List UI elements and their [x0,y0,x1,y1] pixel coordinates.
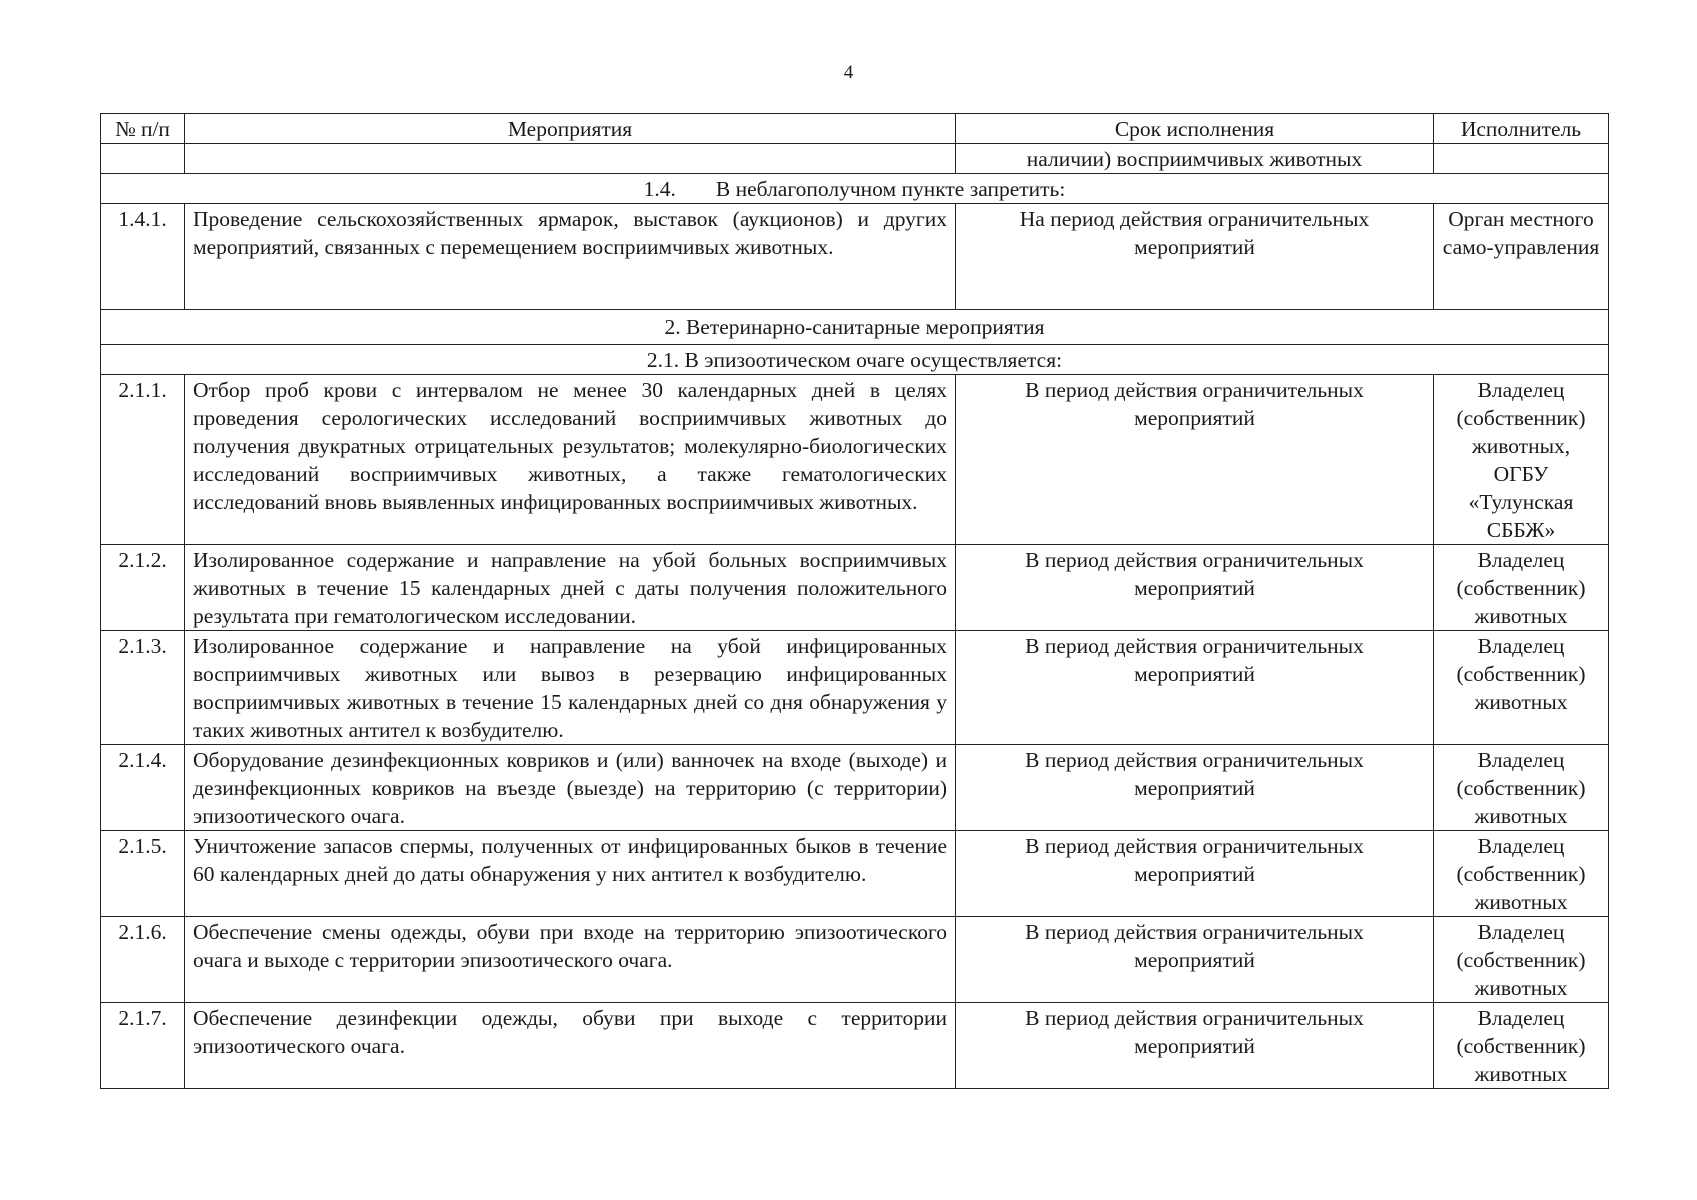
table-header-row [101,114,1609,144]
table-row [101,745,1609,831]
row-executor: Владелец (собственник) животных [1434,631,1609,745]
row-deadline: На период действия ограничительных мероприятий [956,204,1434,310]
row-number: 2.1.6. [101,917,185,1003]
row-number: 2.1.7. [101,1003,185,1089]
row-deadline: В период действия ограничительных мероприятий [956,375,1434,545]
table-row [101,917,1609,1003]
row-number: 1.4.1. [101,204,185,310]
row-deadline: В период действия ограничительных мероприятий [956,831,1434,917]
measures-table [100,113,1609,1089]
row-number: 2.1.4. [101,745,185,831]
table-row [101,1003,1609,1089]
row-executor: Орган местного само-управления [1434,204,1609,310]
row-deadline: В период действия ограничительных мероприятий [956,1003,1434,1089]
table-row [101,545,1609,631]
row-activity: Обеспечение смены одежды, обуви при входе на территорию эпизоотического очага и выходе с территории эпизоотического очага. [185,917,956,1003]
row-activity: Изолированное содержание и направление на убой инфицированных восприимчивых животных или вывоз в резервацию инфицированных восприимчивых животных в течение 15 календарных дней со дня обнаружения у таких животных антител к возбудителю. [185,631,956,745]
page-number: 4 [843,62,854,83]
row-number: 2.1.2. [101,545,185,631]
subsection-1-4 [101,174,1609,204]
row-number: 2.1.5. [101,831,185,917]
subsection-2-1-title: 2.1. В эпизоотическом очаге осуществляется: [101,345,1609,375]
header-deadline: Срок исполнения [956,114,1434,144]
header-executor: Исполнитель [1434,114,1609,144]
row-activity: Обеспечение дезинфекции одежды, обуви при выходе с территории эпизоотического очага. [185,1003,956,1089]
row-executor: Владелец (собственник) животных [1434,545,1609,631]
row-number: 2.1.3. [101,631,185,745]
row-activity: Изолированное содержание и направление на убой больных восприимчивых животных в течение 15 календарных дней с даты получения положительного результата при гематологическом исследовании. [185,545,956,631]
row-executor: Владелец (собственник) животных [1434,917,1609,1003]
subsection-1-4-title: В неблагополучном пункте запретить: [715,177,1066,201]
section-2-row [101,310,1609,345]
header-number: № п/п [101,114,185,144]
row-deadline: В период действия ограничительных мероприятий [956,917,1434,1003]
table-row [101,631,1609,745]
subsection-2-1-row [101,345,1609,375]
row-activity: Оборудование дезинфекционных ковриков и (или) ванночек на входе (выходе) и дезинфекционных ковриков на въезде (выезде) на территорию (с территории) эпизоотического очага. [185,745,956,831]
table-row [101,204,1609,310]
row-deadline: В период действия ограничительных мероприятий [956,631,1434,745]
row-deadline: В период действия ограничительных мероприятий [956,745,1434,831]
row-executor: Владелец (собственник) животных, ОГБУ «Тулунская СББЖ» [1434,375,1609,545]
header-activity: Мероприятия [185,114,956,144]
row-deadline: В период действия ограничительных мероприятий [956,545,1434,631]
section-2-title: 2. Ветеринарно-санитарные мероприятия [101,310,1609,345]
row-executor: Владелец (собственник) животных [1434,1003,1609,1089]
continuation-row [101,144,1609,174]
continuation-text: наличии) восприимчивых животных [956,144,1434,174]
subsection-1-4-row [101,174,1609,204]
row-activity: Проведение сельскохозяйственных ярмарок, выставок (аукционов) и других мероприятий, связанных с перемещением восприимчивых животных. [185,204,956,310]
row-number: 2.1.1. [101,375,185,545]
table-row [101,375,1609,545]
row-activity: Отбор проб крови с интервалом не менее 30 календарных дней в целях проведения серологических исследований восприимчивых животных до получения двукратных отрицательных результатов; молекулярно-биологических исследований восприимчивых животных, а также гематологических исследований вновь выявленных инфицированных восприимчивых животных. [185,375,956,545]
row-executor: Владелец (собственник) животных [1434,831,1609,917]
row-executor: Владелец (собственник) животных [1434,745,1609,831]
subsection-1-4-number: 1.4. [643,177,676,201]
table-row [101,831,1609,917]
row-activity: Уничтожение запасов спермы, полученных от инфицированных быков в течение 60 календарных дней до даты обнаружения у них антител к возбудителю. [185,831,956,917]
